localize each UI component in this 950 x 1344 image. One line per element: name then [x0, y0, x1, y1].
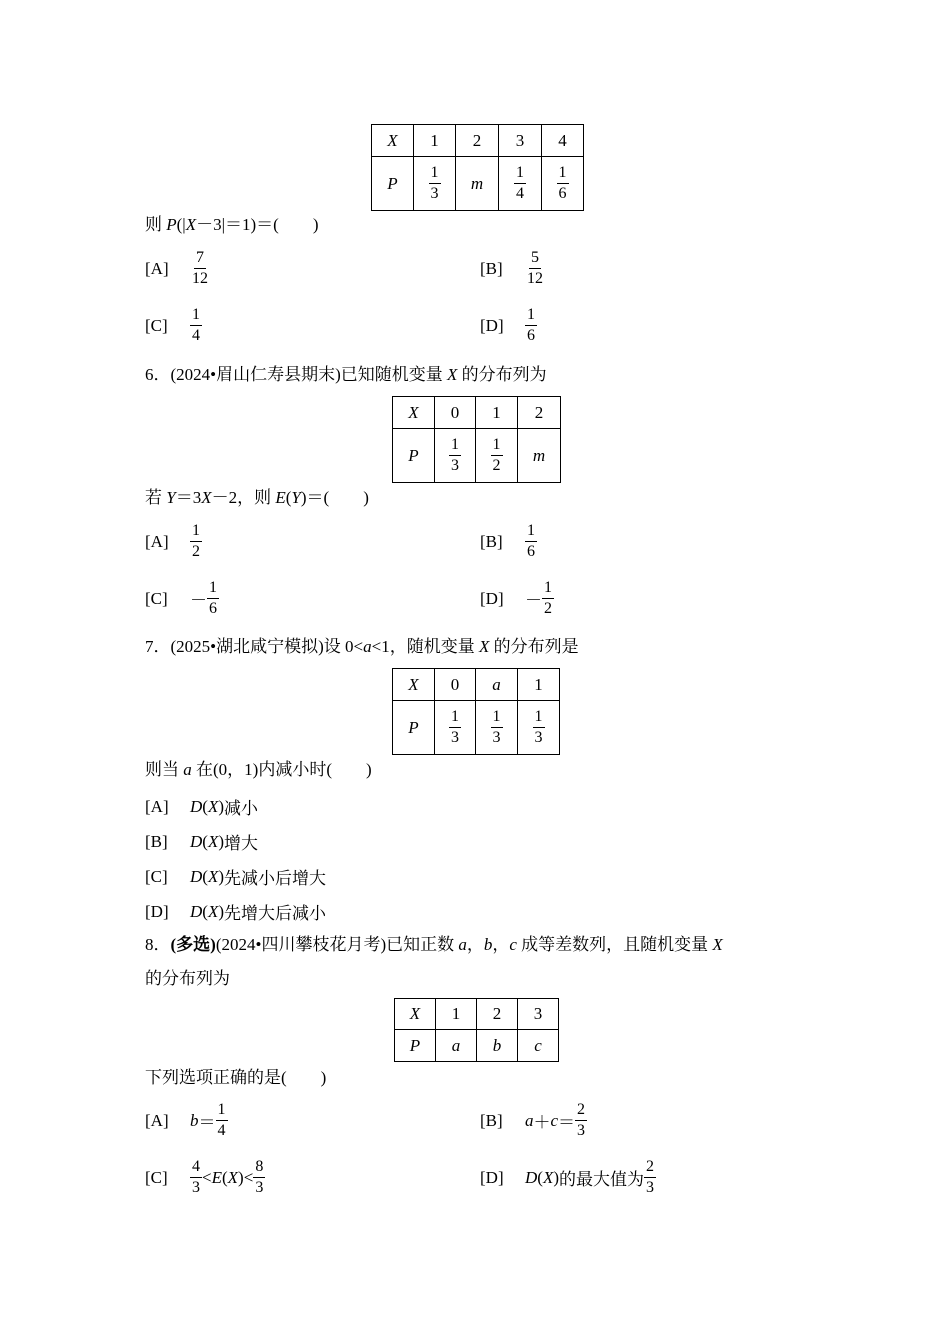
- table-p-label: P: [372, 157, 414, 211]
- table-header-cell: 2: [477, 999, 518, 1030]
- q5-option-c[interactable]: [C] $\frac{1}{4}$: [145, 306, 200, 344]
- q6-option-b[interactable]: [B] $\frac{1}{6}$: [480, 522, 535, 560]
- table-header-cell: 1: [436, 999, 477, 1030]
- q8-heading: 8．(多选)(2024•四川攀枝花月考)已知正数 a，b，c 成等差数列，且随机变量 X: [145, 935, 723, 954]
- q6-option-a[interactable]: [A] $\frac{1}{2}$: [145, 522, 200, 560]
- table-header-cell: 3: [499, 125, 542, 157]
- table-header-cell: 3: [518, 999, 559, 1030]
- table-header-cell: 0: [435, 397, 476, 429]
- table-header-cell: 2: [456, 125, 499, 157]
- q8-stem: 下列选项正确的是( ): [145, 1068, 327, 1087]
- table-prob-cell: b: [477, 1030, 518, 1062]
- table-prob-cell: $\frac{1}{3}$: [518, 701, 560, 755]
- table-p-label: P: [393, 701, 435, 755]
- table-prob-cell: $\frac{1}{3}$: [435, 429, 476, 483]
- q7-option-c[interactable]: [C] D ( X ) 先减小后增大: [145, 866, 327, 888]
- q5-option-a[interactable]: [A] $\frac{7}{12}$: [145, 249, 208, 287]
- table-p-label: P: [393, 429, 435, 483]
- table-header-cell: 2: [518, 397, 561, 429]
- q8-distribution-table: [394, 998, 559, 1062]
- table-header-cell: a: [476, 669, 518, 701]
- table-header-cell: 1: [476, 397, 518, 429]
- table-prob-cell: c: [518, 1030, 559, 1062]
- table-prob-cell: $\frac{1}{4}$: [499, 157, 542, 211]
- q5-option-d[interactable]: [D] $\frac{1}{6}$: [480, 306, 535, 344]
- q7-stem: 则当 a 在(0，1)内减小时( ): [145, 760, 372, 779]
- table-header-cell: 0: [435, 669, 476, 701]
- table-header-cell: X: [393, 669, 435, 701]
- table-header-cell: X: [393, 397, 435, 429]
- table-header-cell: 1: [414, 125, 456, 157]
- q6-distribution-table: [392, 396, 561, 483]
- table-prob-cell: $\frac{1}{3}$: [435, 701, 476, 755]
- table-header-cell: X: [372, 125, 414, 157]
- q6-stem: 若 Y＝3X－2，则 E(Y)＝( ): [145, 488, 369, 507]
- q7-distribution-table: [392, 668, 560, 755]
- table-prob-cell: $\frac{1}{2}$: [476, 429, 518, 483]
- table-prob-cell: m: [518, 429, 561, 483]
- table-prob-cell: a: [436, 1030, 477, 1062]
- q8-option-b[interactable]: [B] a ＋ c ＝ $\frac{2}{3}$: [480, 1101, 586, 1139]
- table-prob-cell: m: [456, 157, 499, 211]
- q6-option-c[interactable]: [C] － $\frac{1}{6}$: [145, 579, 217, 617]
- q7-heading: 7．(2025•湖北咸宁模拟)设 0<a<1，随机变量 X 的分布列是: [145, 637, 579, 656]
- table-header-cell: 4: [542, 125, 584, 157]
- q5-distribution-table: [371, 124, 584, 211]
- q8-option-a[interactable]: [A] b ＝ $\frac{1}{4}$: [145, 1101, 226, 1139]
- q7-option-a[interactable]: [A] D ( X ) 减小: [145, 796, 259, 818]
- q7-option-b[interactable]: [B] D ( X ) 增大: [145, 831, 259, 853]
- q7-option-d[interactable]: [D] D ( X ) 先增大后减小: [145, 901, 327, 923]
- table-prob-cell: $\frac{1}{3}$: [414, 157, 456, 211]
- q5-option-b[interactable]: [B] $\frac{5}{12}$: [480, 249, 543, 287]
- table-header-cell: X: [395, 999, 436, 1030]
- table-prob-cell: $\frac{1}{3}$: [476, 701, 518, 755]
- q8-option-c[interactable]: [C] $\frac{4}{3}$ < E ( X ) < $\frac{8}{3}$: [145, 1158, 264, 1196]
- q5-stem: 则 P(|X－3|＝1)＝( ): [145, 215, 319, 234]
- table-p-label: P: [395, 1030, 436, 1062]
- q8-option-d[interactable]: [D] D ( X ) 的最大值为 $\frac{2}{3}$: [480, 1158, 655, 1196]
- table-header-cell: 1: [518, 669, 560, 701]
- q8-heading-line2: 的分布列为: [145, 969, 230, 988]
- q6-option-d[interactable]: [D] － $\frac{1}{2}$: [480, 579, 552, 617]
- q6-heading: 6．(2024•眉山仁寿县期末)已知随机变量 X 的分布列为: [145, 365, 547, 384]
- table-prob-cell: $\frac{1}{6}$: [542, 157, 584, 211]
